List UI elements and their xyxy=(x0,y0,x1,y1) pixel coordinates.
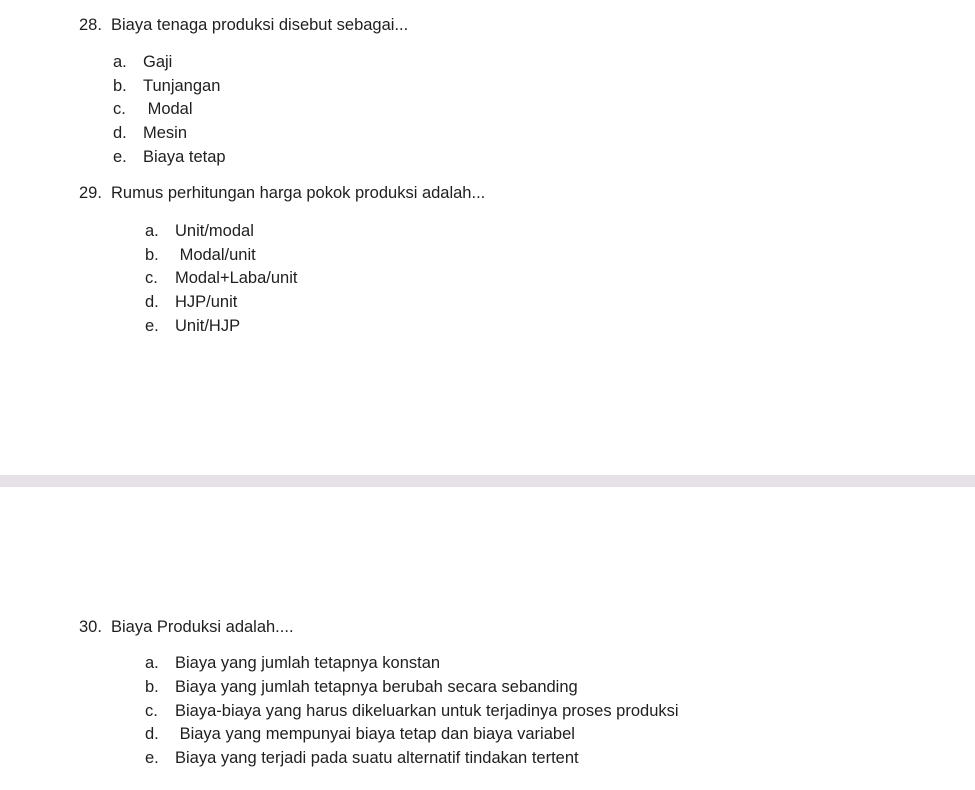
option-letter: e. xyxy=(113,148,127,166)
option-letter: b. xyxy=(145,246,159,264)
option-text: Modal xyxy=(143,100,193,118)
option-text: Modal+Laba/unit xyxy=(175,269,298,287)
question-number: 29. xyxy=(79,184,102,202)
option-letter: d. xyxy=(145,725,159,743)
option-letter: c. xyxy=(145,269,158,287)
question-text: Biaya tenaga produksi disebut sebagai... xyxy=(111,16,409,34)
option-letter: a. xyxy=(145,654,159,672)
option-letter: e. xyxy=(145,317,159,335)
option-letter: a. xyxy=(145,222,159,240)
option-letter: b. xyxy=(145,678,159,696)
option-text: Mesin xyxy=(143,124,188,142)
option-letter: d. xyxy=(113,124,127,142)
option-text: HJP/unit xyxy=(175,293,238,311)
option-letter: c. xyxy=(113,100,126,118)
question-number: 30. xyxy=(79,618,102,636)
page-break xyxy=(0,475,975,487)
option-text: Biaya yang jumlah tetapnya berubah secara sebanding xyxy=(175,678,578,696)
option-text: Biaya yang mempunyai biaya tetap dan biaya variabel xyxy=(175,725,575,743)
option-text: Biaya yang jumlah tetapnya konstan xyxy=(175,654,441,672)
option-text: Unit/modal xyxy=(175,222,254,240)
option-letter: c. xyxy=(145,702,158,720)
option-letter: a. xyxy=(113,53,127,71)
option-text: Biaya-biaya yang harus dikeluarkan untuk terjadinya proses produksi xyxy=(175,702,679,720)
option-text: Unit/HJP xyxy=(175,317,241,335)
option-text: Modal/unit xyxy=(175,246,256,264)
option-text: Gaji xyxy=(143,53,173,71)
option-text: Biaya yang terjadi pada suatu alternatif tindakan tertent xyxy=(175,749,579,767)
option-letter: d. xyxy=(145,293,159,311)
question-number: 28. xyxy=(79,16,102,34)
question-text: Rumus perhitungan harga pokok produksi adalah... xyxy=(111,184,486,202)
option-text: Biaya tetap xyxy=(143,148,226,166)
option-letter: b. xyxy=(113,77,127,95)
question-text: Biaya Produksi adalah.... xyxy=(111,618,294,636)
option-text: Tunjangan xyxy=(143,77,221,95)
option-letter: e. xyxy=(145,749,159,767)
